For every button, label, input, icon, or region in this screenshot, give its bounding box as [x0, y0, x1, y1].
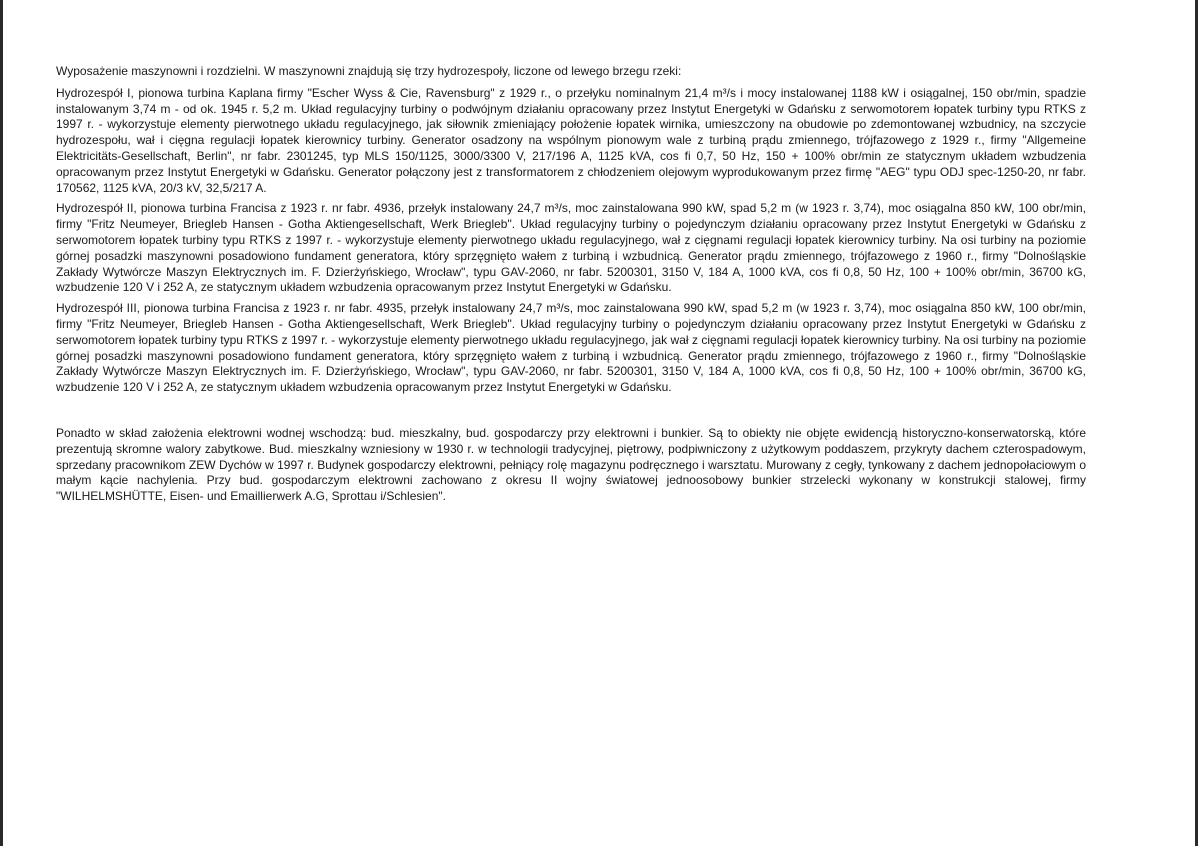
intro-paragraph: Wyposażenie maszynowni i rozdzielni. W maszynowni znajdują się trzy hydrozespoły, liczone od lewego brzegu rzeki: [56, 64, 682, 78]
hydrozespol-3-paragraph: Hydrozespół III, pionowa turbina Francisa z 1923 r. nr fabr. 4935, przełyk instalowany 24,7 m³/s, moc zainstalowana 990 kW, spad 5,2 m (w 1923 r. 3,74), moc osiągalna 850 kW, 100 obr/min, firmy "Fritz Neumeyer, Briegleb Hansen - Gotha Aktiengesellschaft, Werk Briegleb". Układ regulacyjny turbiny o pojedynczym działaniu opracowany przez Instytut Energetyki w Gdańsku z serwomotorem łopatek turbiny typu RTKS z 1997 r. - wykorzystuje elementy pierwotnego układu regulacyjnego, jak wał z cięgnami regulacji łopatek kierownicy turbiny. Na osi turbiny na poziomie górnej posadzki maszynowni posadowiono fundament generatora, który sprzęgnięto wałem z turbiną i wzbudnicą. Generator prądu zmiennego, trójfazowego z 1960 r., firmy "Dolnośląskie Zakłady Wytwórcze Maszyn Elektrycznych im. F. Dzierżyńskiego, Wrocław", typu GAV-2060, nr fabr. 5200301, 3150 V, 184 A, 1000 kVA, cos fi 0,8, 50 Hz, 100 + 100% obr/min, 36700 kG, wzbudzenie 120 V i 252 A, ze statycznym układem wzbudzenia opracowanym przez Instytut Energetyki w Gdańsku. [56, 301, 1086, 395]
scan-edge-left [0, 0, 3, 846]
closing-paragraph: Ponadto w skład założenia elektrowni wodnej wschodzą: bud. mieszkalny, bud. gospodarczy przy elektrowni i bunkier. Są to obiekty nie objęte ewidencją historyczno-konserwatorską, które prezentują skromne walory zabytkowe. Bud. mieszkalny wzniesiony w 1930 r. w technologii tradycyjnej, piętrowy, podpiwniczony z użytkowym poddaszem, przykryty dachem czterospadowym, sprzedany pracownikom ZEW Dychów w 1997 r. Budynek gospodarczy elektrowni, pełniący rolę magazynu podręcznego i warsztatu. Murowany z cegły, tynkowany z dachem jednopołaciowym o małym kącie nachylenia. Przy bud. gospodarczym elektrowni zachowano z okresu II wojny światowej jednoosobowy bunkier strzelecki wykonany w konstrukcji stalowej, firmy "WILHELMSHÜTTE, Eisen- und Emaillierwerk A.G, Sprottau i/Schlesien". [56, 425, 1086, 504]
hydrozespol-2-paragraph: Hydrozespół II, pionowa turbina Francisa z 1923 r. nr fabr. 4936, przełyk instalowany 24,7 m³/s, moc zainstalowana 990 kW, spad 5,2 m (w 1923 r. 3,74), moc osiągalna 850 kW, 100 obr/min, firmy "Fritz Neumeyer, Briegleb Hansen - Gotha Aktiengesellschaft, Werk Briegleb". Układ regulacyjny turbiny o pojedynczym działaniu opracowany przez Instytut Energetyki w Gdańsku z serwomotorem łopatek turbiny typu RTKS z 1997 r. - wykorzystuje elementy pierwotnego układu regulacyjnego, wał z cięgnami regulacji łopatek kierownicy turbiny. Na osi turbiny na poziomie górnej posadzki maszynowni posadowiono fundament generatora, który sprzęgnięto wałem z turbiną i wzbudnicą. Generator prądu zmiennego, trójfazowego z 1960 r., firmy "Dolnośląskie Zakłady Wytwórcze Maszyn Elektrycznych im. F. Dzierżyńskiego, Wrocław", typu GAV-2060, nr fabr. 5200301, 3150 V, 184 A, 1000 kVA, cos fi 0,8, 50 Hz, 100 + 100% obr/min, 36700 kG, wzbudzenie 120 V i 252 A, ze statycznym układem wzbudzenia opracowanym przez Instytut Energetyki w Gdańsku. [56, 201, 1086, 295]
hydrozespol-1-paragraph: Hydrozespół I, pionowa turbina Kaplana firmy "Escher Wyss & Cie, Ravensburg" z 1929 r., o przełyku nominalnym 21,4 m³/s i mocy instalowanej 1188 kW i osiągalnej, 150 obr/min, spadzie instalowanym 3,74 m - od ok. 1945 r. 5,2 m. Układ regulacyjny turbiny o podwójnym działaniu opracowany przez Instytut Energetyki w Gdańsku z serwomotorem łopatek turbiny typu RTKS z 1997 r. - wykorzystuje elementy pierwotnego układu regulacyjnego, jak siłownik zmieniający położenie łopatek wirnika, umieszczony na obudowie po zdemontowanej wzbudnicy, na szczycie hydrozespołu, wał i cięgna regulacji łopatek kierownicy turbiny. Generator osadzony na wspólnym pionowym wale z turbiną prądu zmiennego, trójfazowego z 1929 r., firmy "Allgemeine Elektricitäts-Gesellschaft, Berlin", nr fabr. 2301245, typ MLS 150/1125, 3000/3300 V, 217/196 A, 1125 kVA, cos fi 0,7, 50 Hz, 150 + 100% obr/min ze statycznym układem wzbudzenia opracowanym przez Instytut Energetyki w Gdańsku. Generator połączony jest z transformatorem z chłodzeniem olejowym wyprodukowanym przez firmę "AEG" typu ODJ spec-1250-20, nr fabr. 170562, 1125 kVA, 20/3 kV, 32,5/217 A. [56, 85, 1086, 195]
document-page [56, 64, 1086, 505]
